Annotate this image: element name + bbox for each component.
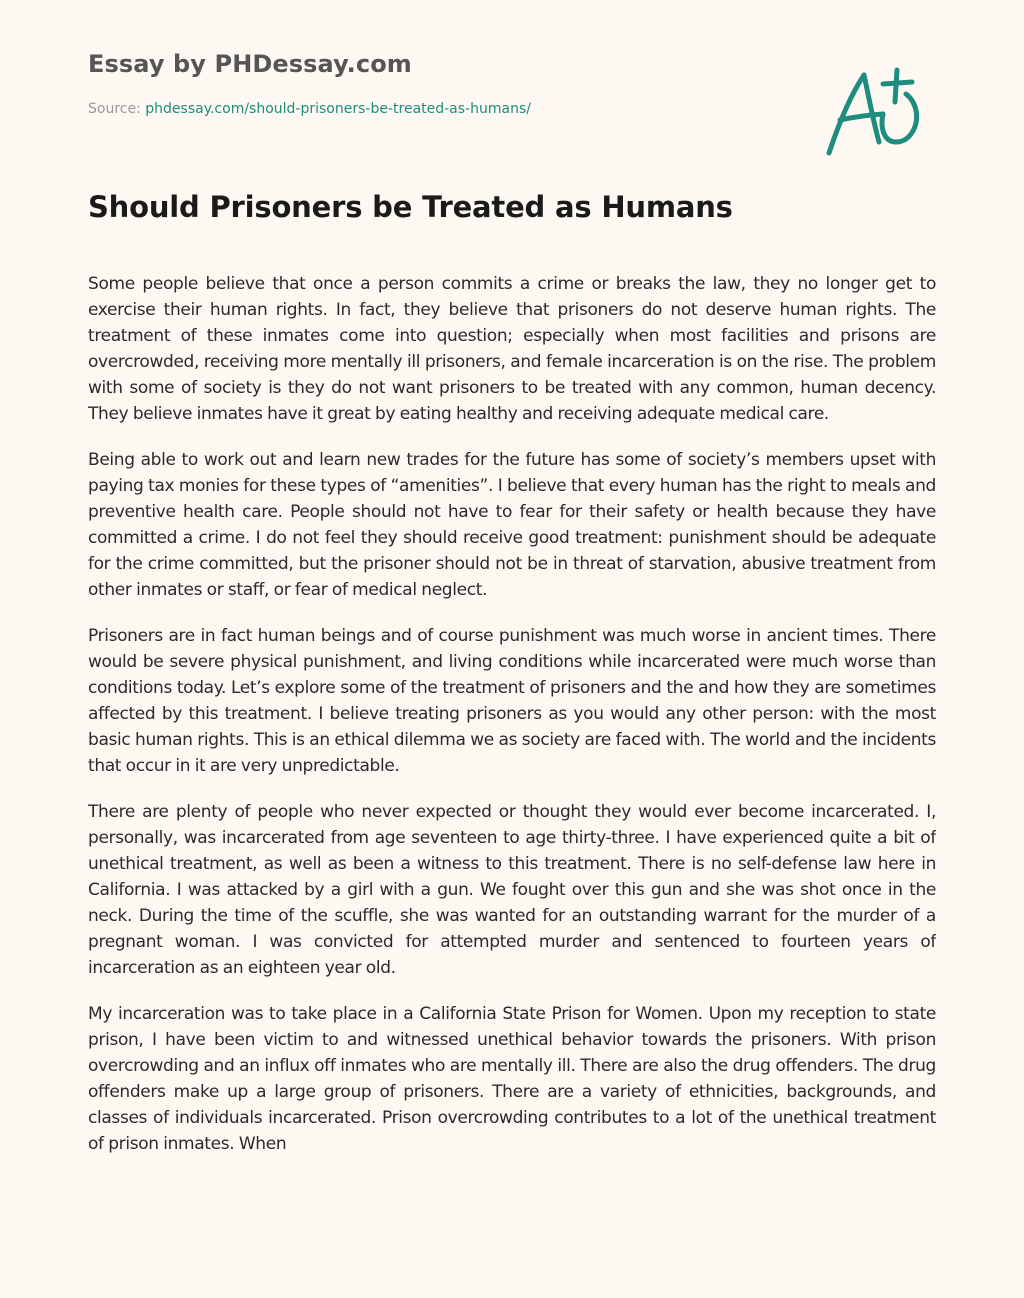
essay-paragraph: Some people believe that once a person commits a crime or breaks the law, they no longer get to exercise their human rights. In fact, they believe that prisoners do not deserve human rights. The treatment of these inmates come into question; especially when most facilities and prisons are overcrowded, receiving more mentally ill prisoners, and female incarceration is on the rise. The problem with some of society is they do not want prisoners to be treated with any common, human decency. They believe inmates have it great by eating healthy and receiving adequate medical care. (88, 274, 936, 424)
essay-paragraph: Prisoners are in fact human beings and of course punishment was much worse in ancient times. There would be severe physical punishment, and living conditions while incarcerated were much worse than conditions today. Let’s explore some of the treatment of prisoners and the and how they are sometimes affected by this treatment. I believe treating prisoners as you would any other person: with the most basic human rights. This is an ethical dilemma we as society are faced with. The world and the incidents that occur in it are very unpredictable. (88, 626, 936, 776)
source-line (88, 101, 531, 117)
essay-paragraph: There are plenty of people who never expected or thought they would ever become incarcerated. I, personally, was incarcerated from age seventeen to age thirty-three. I have experienced quite a bit of unethical treatment, as well as been a witness to this treatment. There is no self-defense law here in California. I was attacked by a girl with a gun. We fought over this gun and she was shot once in the neck. During the time of the scuffle, she was wanted for an outstanding warrant for the murder of a pregnant woman. I was convicted for attempted murder and sentenced to fourteen years of incarceration as an eighteen year old. (88, 802, 936, 978)
a-plus-grade-logo-icon (820, 62, 930, 162)
source-label: Source: (88, 101, 141, 117)
source-link[interactable]: phdessay.com/should-prisoners-be-treated-as-humans/ (145, 101, 531, 117)
essay-title: Should Prisoners be Treated as Humans (88, 190, 733, 224)
essay-paragraph: Being able to work out and learn new trades for the future has some of society’s members upset with paying tax monies for these types of “amenities”. I believe that every human has the right to meals and preventive health care. People should not have to fear for their safety or health because they have committed a crime. I do not feel they should receive good treatment: punishment should be adequate for the crime committed, but the prisoner should not be in threat of starvation, abusive treatment from other inmates or staff, or fear of medical neglect. (88, 450, 936, 600)
site-brand: Essay by PHDessay.com (88, 50, 412, 78)
essay-paragraph: My incarceration was to take place in a California State Prison for Women. Upon my reception to state prison, I have been victim to and witnessed unethical behavior towards the prisoners. With prison overcrowding and an influx off inmates who are mentally ill. There are also the drug offenders. The drug offenders make up a large group of prisoners. There are a variety of ethnicities, backgrounds, and classes of individuals incarcerated. Prison overcrowding contributes to a lot of the unethical treatment of prison inmates. When (88, 1004, 936, 1154)
essay-body (88, 271, 936, 1254)
